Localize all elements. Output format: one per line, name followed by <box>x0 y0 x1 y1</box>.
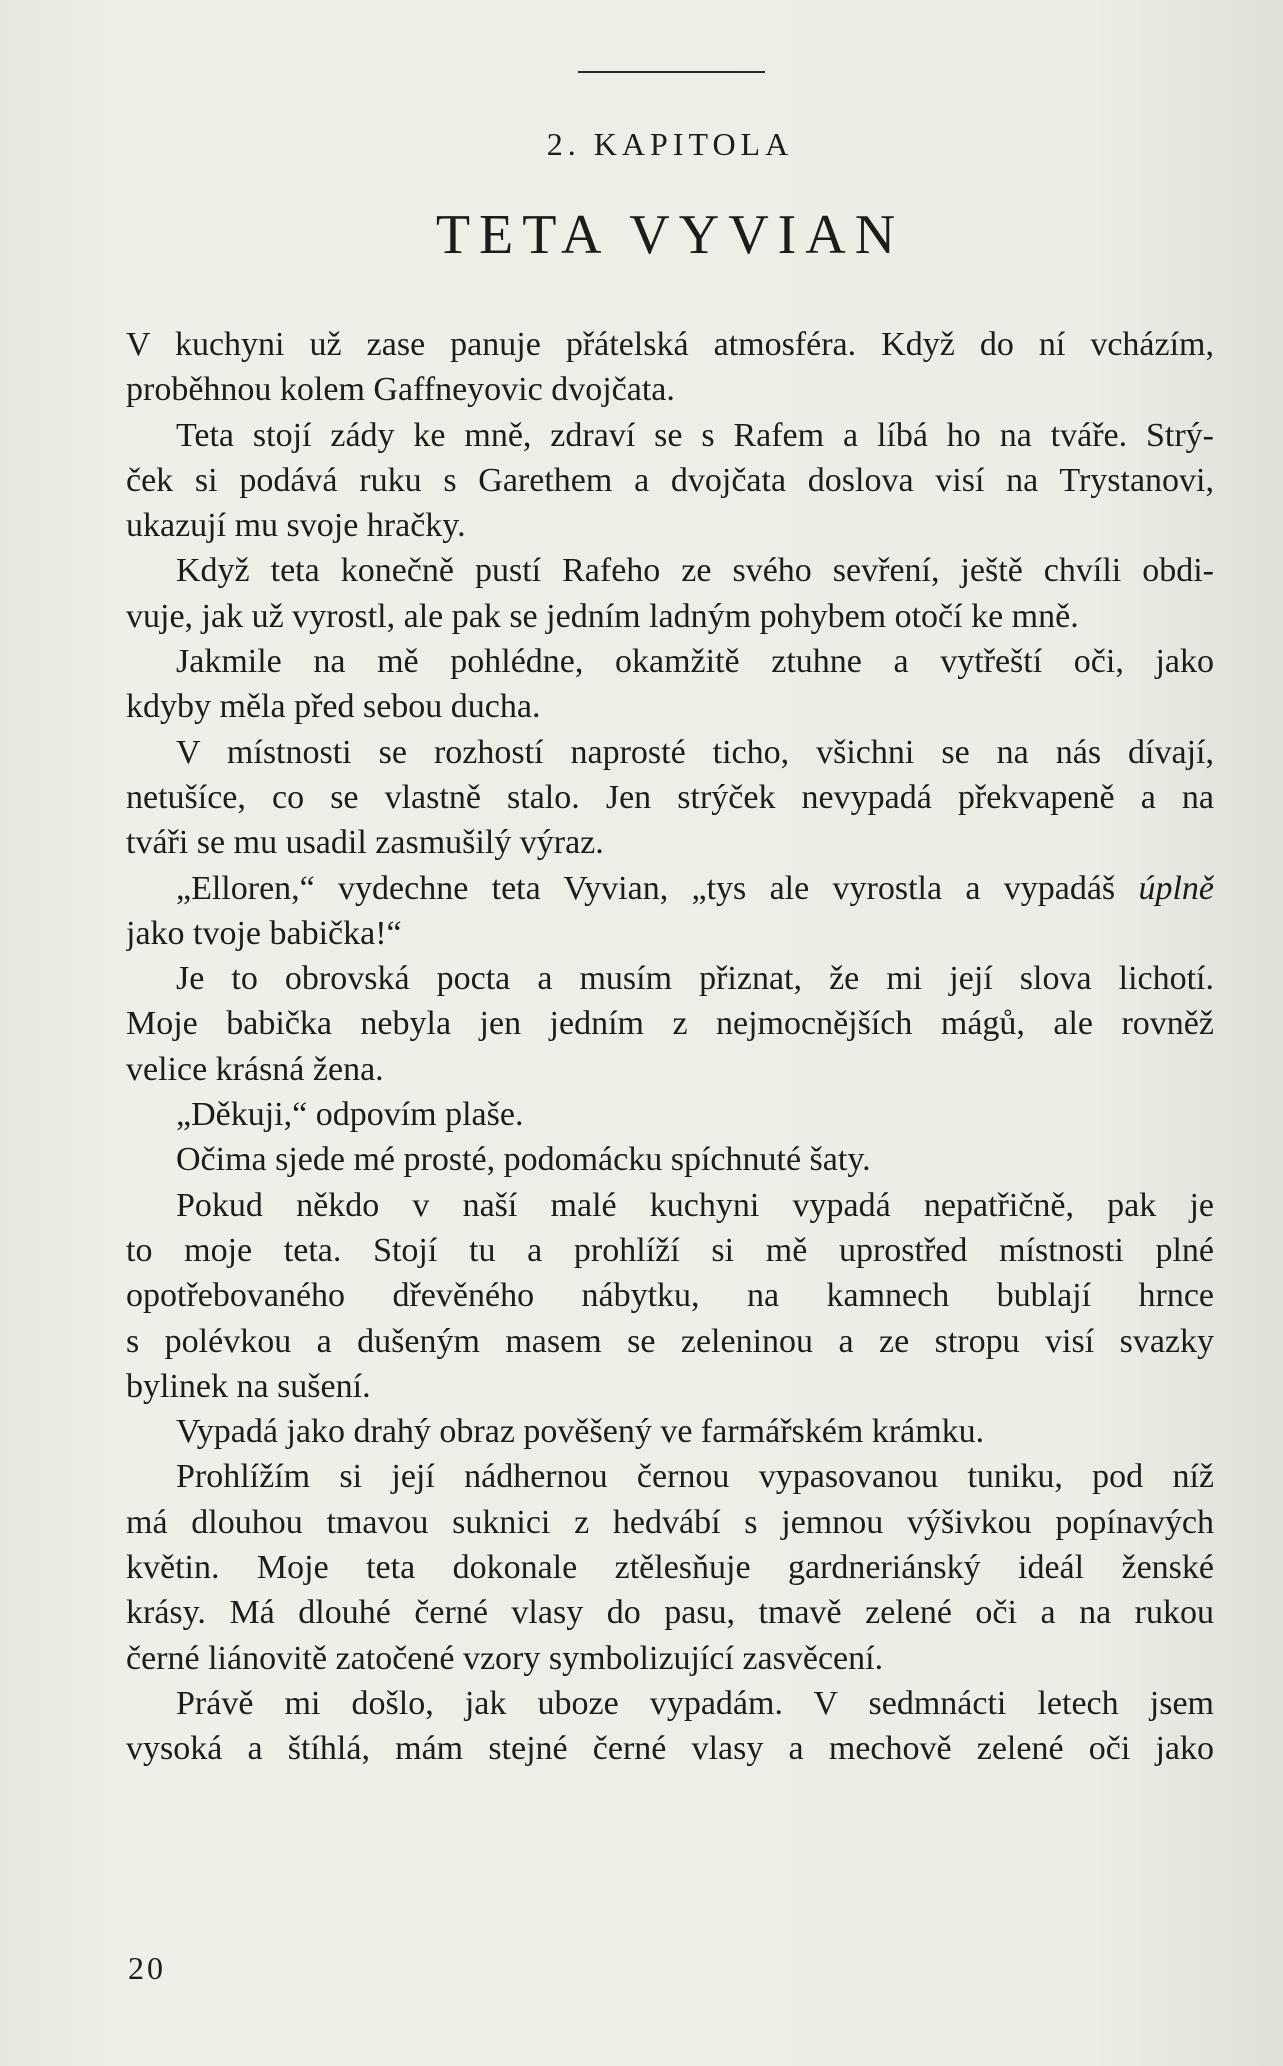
text-line: Teta stojí zády ke mně, zdraví se s Rafem a líbá ho na tváře. Strý- <box>176 416 1214 454</box>
chapter-rule <box>578 71 765 73</box>
page-number: 20 <box>128 1950 166 1986</box>
text-line: Prohlížím si její nádhernou černou vypasovanou tuniku, pod níž <box>176 1458 1214 1496</box>
text-line: opotřebovaného dřevěného nábytku, na kamnech bublají hrnce <box>126 1277 1214 1315</box>
text-line: Očima sjede mé prosté, podomácku spíchnuté šaty. <box>176 1141 871 1179</box>
body-text <box>126 322 1214 1772</box>
text-line: jako tvoje babička!“ <box>126 914 402 952</box>
text-line: s polévkou a dušeným masem se zeleninou a ze stropu visí svazky <box>126 1322 1214 1360</box>
text-line: má dlouhou tmavou suknici z hedvábí s jemnou výšivkou popínavých <box>126 1503 1214 1541</box>
text-line: „Děkuji,“ odpovím plaše. <box>176 1096 524 1134</box>
text-line: Právě mi došlo, jak uboze vypadám. V sedmnácti letech jsem <box>176 1684 1214 1722</box>
emphasis: úplně <box>1138 869 1214 907</box>
text-line: Vypadá jako drahý obraz pověšený ve farmářském krámku. <box>176 1413 985 1451</box>
text-line: květin. Moje teta dokonale ztělesňuje gardneriánský ideál ženské <box>126 1549 1214 1587</box>
text-line: ček si podává ruku s Garethem a dvojčata doslova visí na Trystanovi, <box>126 461 1214 499</box>
text-line: Moje babička nebyla jen jedním z nejmocnějších mágů, ale rovněž <box>126 1005 1214 1043</box>
text-line: bylinek na sušení. <box>126 1367 371 1405</box>
text-line: ukazují mu svoje hračky. <box>126 507 466 545</box>
text-line: „Elloren,“ vydechne teta Vyvian, „tys ale vyrostla a vypadáš úplně <box>176 869 1214 907</box>
text-line: proběhnou kolem Gaffneyovic dvojčata. <box>126 371 675 409</box>
text-line: to moje teta. Stojí tu a prohlíží si mě uprostřed místnosti plné <box>126 1231 1214 1269</box>
text-line: vuje, jak už vyrostl, ale pak se jedním ladným pohybem otočí ke mně. <box>126 597 1079 635</box>
text-line: Když teta konečně pustí Rafeho ze svého sevření, ještě chvíli obdi- <box>176 552 1214 590</box>
chapter-title: TETA VYVIAN <box>435 204 905 266</box>
text-line: krásy. Má dlouhé černé vlasy do pasu, tmavě zelené oči a na rukou <box>126 1594 1214 1632</box>
text-line: V místnosti se rozhostí naprosté ticho, všichni se na nás dívají, <box>176 733 1214 771</box>
chapter-label: 2. KAPITOLA <box>546 126 794 162</box>
text-line: Jakmile na mě pohlédne, okamžitě ztuhne a vytřeští oči, jako <box>176 643 1214 681</box>
text-line: Je to obrovská pocta a musím přiznat, že mi její slova lichotí. <box>176 960 1214 998</box>
text-line: kdyby měla před sebou ducha. <box>126 688 541 726</box>
text-line: Pokud někdo v naší malé kuchyni vypadá nepatřičně, pak je <box>176 1186 1214 1224</box>
text-line: netušíce, co se vlastně stalo. Jen strýček nevypadá překvapeně a na <box>126 778 1214 816</box>
text-line: tváři se mu usadil zasmušilý výraz. <box>126 824 604 862</box>
text-line: černé liánovitě zatočené vzory symbolizující zasvěcení. <box>126 1639 884 1677</box>
text-line: velice krásná žena. <box>126 1050 384 1088</box>
text-line: vysoká a štíhlá, mám stejné černé vlasy a mechově zelené oči jako <box>126 1730 1214 1768</box>
text-line: V kuchyni už zase panuje přátelská atmosféra. Když do ní vcházím, <box>126 326 1214 363</box>
